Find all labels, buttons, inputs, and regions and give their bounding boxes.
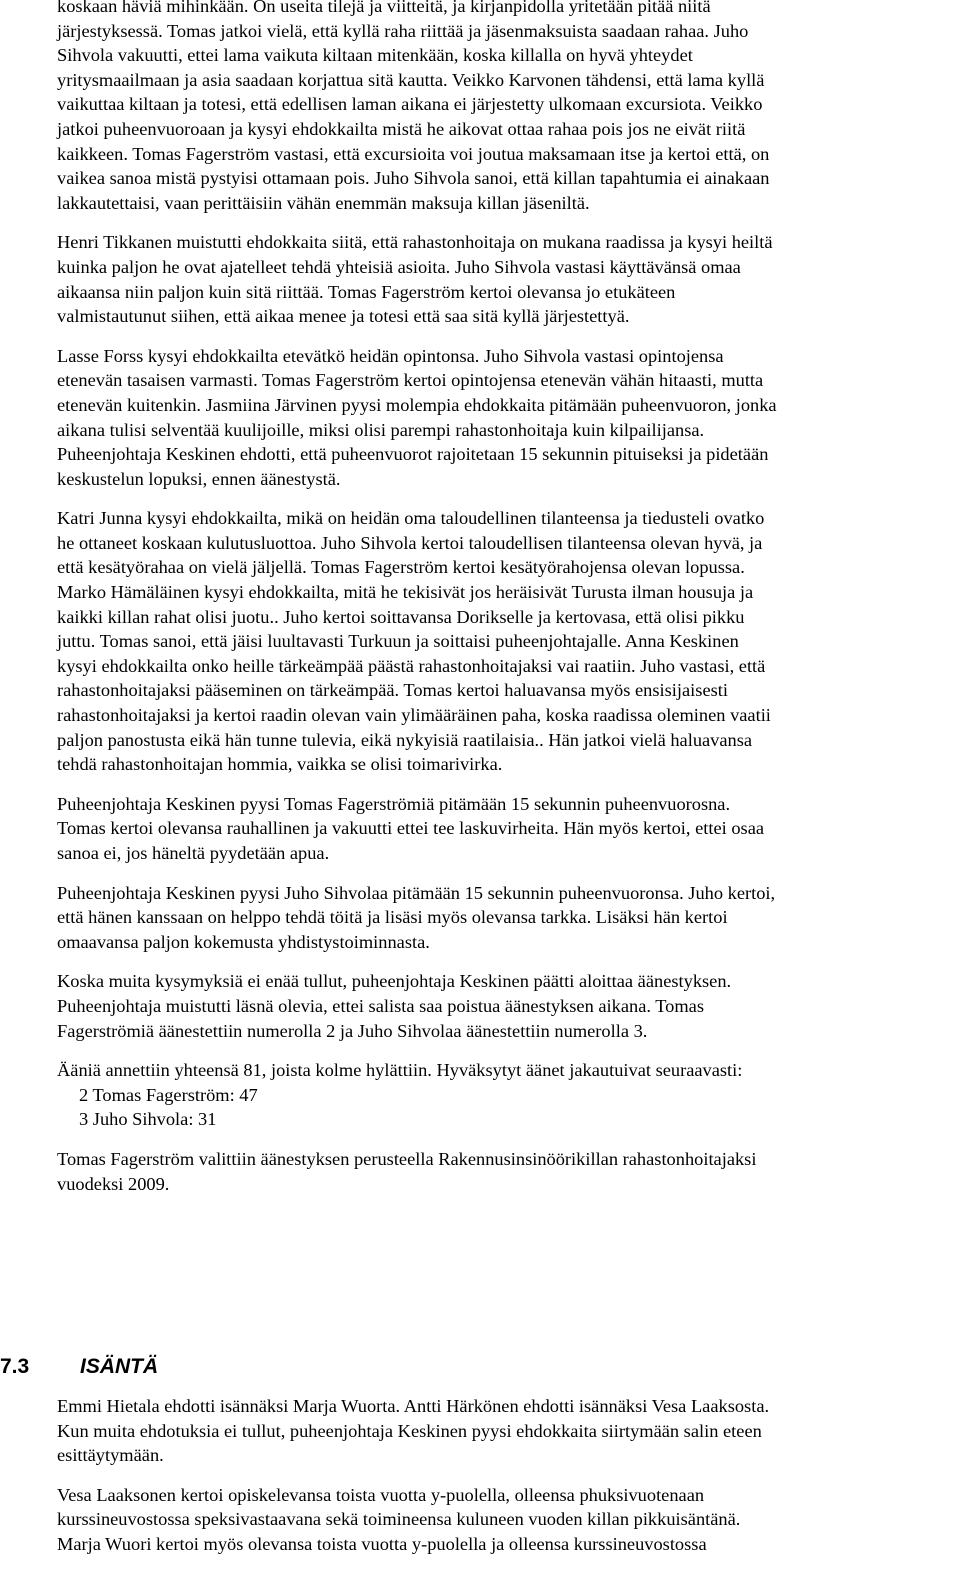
text-line: Vesa Laaksonen kertoi opiskelevansa toista vuotta y-puolella, olleensa phuksivuotenaan — [57, 1484, 705, 1505]
paragraph-katri-junna — [57, 506, 960, 777]
text-line: kaikki killan rahat olisi juotu.. Juho kertoi soittavansa Dorikselle ja kertovasa, että olisi pikku — [57, 606, 745, 627]
text-line: että hänen kanssaan on helppo tehdä töitä ja lisäsi myös olevansa tarkka. Lisäksi hän kertoi — [57, 907, 728, 928]
text-line: Lasse Forss kysyi ehdokkailta etevätkö heidän opintonsa. Juho Sihvola vastasi opintojensa — [57, 345, 724, 366]
text-line: he ottaneet koskaan kulutusluottoa. Juho Sihvola kertoi taloudellisen tilanteensa olevan hyvä, ja — [57, 532, 763, 553]
text-line: Marko Hämäläinen kysyi ehdokkailta, mitä he tekisivät jos heräisivät Turusta ilman housuja ja — [57, 582, 754, 603]
paragraph-election-result — [57, 1147, 960, 1196]
text-line: kaikkeen. Tomas Fagerström vastasi, että excursioita voi joutua maksamaan itse ja kertoi että, on — [57, 143, 770, 164]
paragraph-juho-speech — [57, 881, 960, 955]
section-number: 7.3 — [0, 1355, 30, 1378]
paragraph-budget-discussion — [57, 0, 960, 215]
text-line: vuodeksi 2009. — [57, 1173, 170, 1194]
text-line: Tomas Fagerström valittiin äänestyksen perusteella Rakennusinsinöörikillan rahastonhoitajaksi — [57, 1148, 757, 1169]
text-line: Puheenjohtaja Keskinen ehdotti, että puheenvuorot rajoitetaan 15 sekunnin pituiseksi ja pidetään — [57, 444, 769, 465]
text-line: Puheenjohtaja Keskinen pyysi Juho Sihvolaa pitämään 15 sekunnin puheenvuoronsa. Juho kertoi, — [57, 882, 776, 903]
text-line: juttu. Tomas sanoi, että jäisi luultavasti Turkuun ja soittaisi puheenjohtajalle. Anna Keskinen — [57, 631, 739, 652]
text-line: yritysmaailmaan ja asia saadaan korjattua sitä kautta. Veikko Karvonen tähdensi, että lama kyllä — [57, 69, 765, 90]
text-line: lakkautettaisi, vaan perittäisiin vähän enemmän maksuja killan jäseniltä. — [57, 192, 590, 213]
text-line: etenevän kuitenkin. Jasmiina Järvinen pyysi molempia ehdokkaita pitämään puheenvuoron, jonka — [57, 394, 777, 415]
text-line: kurssineuvostossa speksivastaavana sekä toimineensa kuluneen vuoden killan pikkuisäntänä. — [57, 1509, 741, 1530]
paragraph-lasse-forss — [57, 344, 960, 492]
text-line: vaikuttaa kiltaan ja totesi, että edellisen laman aikana ei järjestetty ulkomaan excursiota. Veikko — [57, 94, 763, 115]
text-line: että kesätyörahaa on vielä jäljellä. Tomas Fagerström kertoi kesätyörahojensa olevan lopussa. — [57, 557, 745, 578]
text-line: valmistautunut siihen, että aikaa menee ja totesi että saa sitä kyllä järjestettyä. — [57, 306, 630, 327]
text-line: aikana tulisi selventää kuulijoille, miksi olisi parempi rahastonhoitaja kuin kilpailijansa. — [57, 419, 705, 440]
vote-result-fagerstrom: 2 Tomas Fagerström: 47 — [79, 1084, 258, 1105]
text-line: Puheenjohtaja muistutti läsnä olevia, ettei salista saa poistua äänestyksen aikana. Tomas — [57, 995, 704, 1016]
text-line: kysyi ehdokkailta onko heille tärkeämpää päästä rahastonhoitajaksi vai raatiin. Juho vastasi, että — [57, 655, 766, 676]
paragraph-voting-start — [57, 969, 960, 1043]
text-line: etenevän tasaisen varmasti. Tomas Fagerström kertoi opintojensa etenevän vähän hitaasti, mutta — [57, 370, 764, 391]
text-line: Fagerströmiä äänestettiin numerolla 2 ja Juho Sihvolaa äänestettiin numerolla 3. — [57, 1020, 648, 1041]
text-line: Puheenjohtaja Keskinen pyysi Tomas Fagerströmiä pitämään 15 sekunnin puheenvuorosna. — [57, 793, 731, 814]
text-line: järjestyksessä. Tomas jatkoi vielä, että kyllä raha riittää ja jäsenmaksuista saadaan rahaa. Juho — [57, 20, 749, 41]
text-line: Emmi Hietala ehdotti isännäksi Marja Wuorta. Antti Härkönen ehdotti isännäksi Vesa Laaksosta. — [57, 1396, 770, 1416]
paragraph-host-nominations — [57, 1394, 960, 1468]
paragraph-host-introductions — [57, 1483, 960, 1557]
text-line: paljon panostusta eikä hän tunne tulevia, eikä nykyisiä raatilaisia.. Hän jatkoi vielä haluavansa — [57, 729, 753, 750]
text-line: omaavansa paljon kokemusta yhdistystoiminnasta. — [57, 931, 430, 952]
document-body-upper — [57, 0, 960, 1196]
text-line: Tomas kertoi olevansa rauhallinen ja vakuutti ettei tee laskuvirheita. Hän myös kertoi, ettei osaa — [57, 818, 765, 839]
paragraph-henri-tikkanen — [57, 230, 960, 328]
text-line: rahastonhoitajaksi ja kertoi raadin olevan vain ylimääräinen paha, koska raadissa oleminen vaatii — [57, 705, 771, 726]
text-line: kuinka paljon he ovat ajatelleet tehdä yhteisiä asioita. Juho Sihvola vastasi käyttävänsä omaa — [57, 256, 741, 277]
text-line: Sihvola vakuutti, ettei lama vaikuta kiltaan mitenkään, koska killalla on hyvä yhteydet — [57, 45, 693, 66]
text-line: jatkoi puheenvuoroaan ja kysyi ehdokkailta mistä he aikovat ottaa rahaa pois jos ne eivät riitä — [57, 118, 746, 139]
paragraph-vote-count — [57, 1058, 960, 1132]
text-line: Marja Wuori kertoi myös olevansa toista vuotta y-puolella ja olleensa kurssineuvostossa — [57, 1533, 707, 1554]
paragraph-tomas-speech — [57, 792, 960, 866]
text-line: Kun muita ehdotuksia ei tullut, puheenjohtaja Keskinen pyysi ehdokkaita siirtymään salin eteen — [57, 1420, 762, 1441]
text-line: keskustelun lopuksi, ennen äänestystä. — [57, 468, 341, 489]
text-line: tehdä rahastonhoitajan hommia, vaikka se olisi toimarivirka. — [57, 754, 503, 775]
text-line: Katri Junna kysyi ehdokkailta, mikä on heidän oma taloudellinen tilanteensa ja tiedusteli ovatko — [57, 508, 765, 529]
text-line: Ääniä annettiin yhteensä 81, joista kolme hylättiin. Hyväksytyt äänet jakautuivat seuraavasti: — [57, 1060, 743, 1081]
text-line: rahastonhoitajaksi pääseminen on tärkeämpää. Tomas kertoi haluavansa myös ensisijaisesti — [57, 680, 728, 701]
text-line: sanoa ei, jos häneltä pyydetään apua. — [57, 843, 330, 863]
section-heading — [0, 1352, 960, 1382]
text-line: esittäytymään. — [57, 1445, 164, 1466]
text-line: koskaan häviä mihinkään. On useita tilejä ja viitteitä, ja kirjanpidolla yritetään pitää niitä — [57, 0, 711, 16]
section-title: ISÄNTÄ — [80, 1355, 159, 1378]
vote-result-sihvola: 3 Juho Sihvola: 31 — [79, 1109, 217, 1130]
text-line: Koska muita kysymyksiä ei enää tullut, puheenjohtaja Keskinen päätti aloittaa äänestyksen. — [57, 971, 732, 992]
text-line: aikaansa niin paljon kuin sitä riittää. Tomas Fagerström kertoi olevansa jo etukäteen — [57, 281, 676, 302]
text-line: Henri Tikkanen muistutti ehdokkaita siitä, että rahastonhoitaja on mukana raadissa ja kysyi heiltä — [57, 232, 773, 253]
document-body-lower — [57, 1394, 960, 1557]
text-line: vaikea sanoa mistä pystyisi ottamaan pois. Juho Sihvola sanoi, että killan tapahtumia ei ainakaan — [57, 168, 770, 189]
